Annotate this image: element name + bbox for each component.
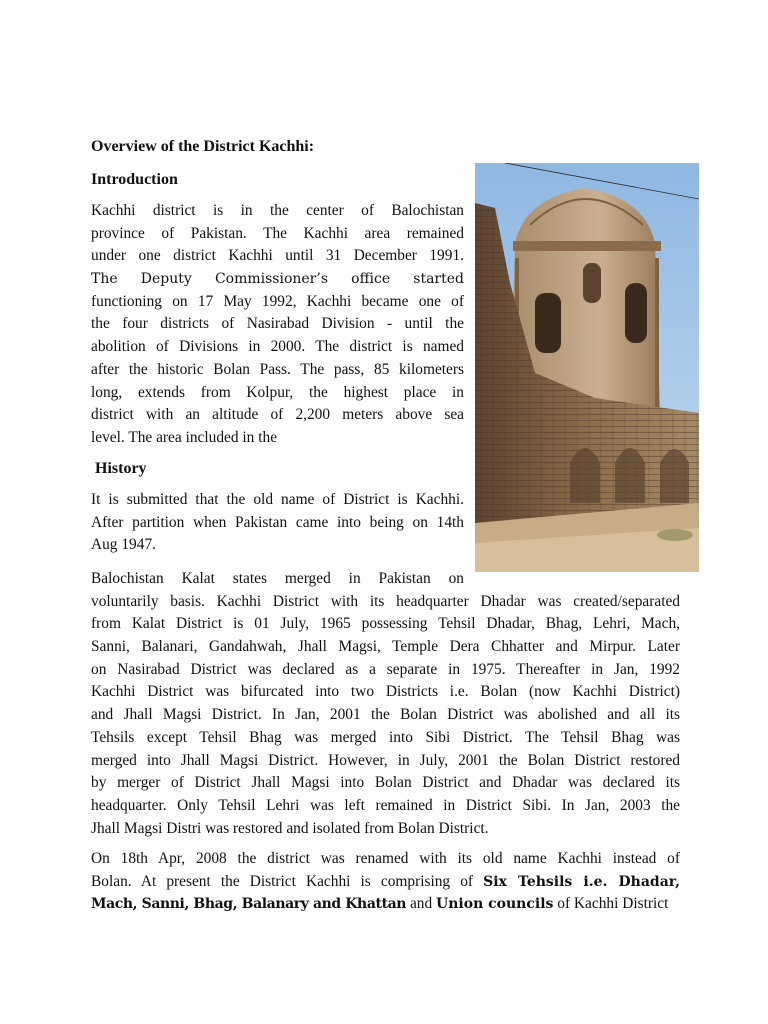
text-line: under one district Kachhi until 31 December 1991. xyxy=(91,247,464,265)
text-line: on Nasirabad District was declared as a separate in 1975. Thereafter in Jan, 1992 xyxy=(91,660,680,678)
history-paragraph-2 xyxy=(91,568,680,840)
text-line: Sanni, Balanari, Gandahwah, Jhall Magsi, Temple Dera Chhatter and Mirpur. Later xyxy=(91,638,680,656)
text-run: and xyxy=(409,895,433,913)
history-heading: History xyxy=(95,460,147,477)
text-run: of Kachhi District xyxy=(557,895,669,913)
text-line: functioning on 17 May 1992, Kachhi became one of xyxy=(91,292,464,310)
text-line: Kachhi District was bifurcated into two Districts i.e. Bolan (now Kachhi District) xyxy=(91,683,680,701)
text-line xyxy=(91,893,680,916)
text-line: merged into Jhall Magsi District. However, in July, 2001 the Bolan District restored xyxy=(91,751,680,769)
introduction-paragraph xyxy=(91,200,464,450)
text-run-bold: Mach, Sanni, Bhag, Balanary and Khattan xyxy=(91,896,407,913)
history-paragraph-1 xyxy=(91,489,464,557)
text-line: Jhall Magsi Distri was restored and isolated from Bolan District. xyxy=(91,819,489,837)
text-line: voluntarily basis. Kachhi District with its headquarter Dhadar was created/separated xyxy=(91,592,680,610)
text-line: abolition of Divisions in 2000. The district is named xyxy=(91,338,464,356)
text-line: district with an altitude of 2,200 meters above sea xyxy=(91,406,464,424)
text-line: after the historic Bolan Pass. The pass, 85 kilometers xyxy=(91,360,464,378)
text-line: headquarter. Only Tehsil Lehri was left remained in District Sibi. In Jan, 2003 the xyxy=(91,796,680,814)
text-line: the four districts of Nasirabad Division - until the xyxy=(91,315,464,333)
text-line: The Deputy Commissioner’s office started xyxy=(91,271,464,288)
text-line xyxy=(91,871,680,894)
text-line: Aug 1947. xyxy=(91,536,156,554)
historic-tomb-photo xyxy=(475,163,699,572)
page-title: Overview of the District Kachhi: xyxy=(91,138,315,155)
introduction-heading: Introduction xyxy=(91,171,178,188)
text-line: from Kalat District is 01 July, 1965 possessing Tehsil Dhadar, Bhag, Lehri, Mach, xyxy=(91,615,680,633)
history-paragraph-3 xyxy=(91,848,680,916)
text-line: by merger of District Jhall Magsi into Bolan District and Dhadar was declared its xyxy=(91,774,680,792)
text-line: long, extends from Kolpur, the highest place in xyxy=(91,383,464,401)
text-line: On 18th Apr, 2008 the district was renamed with its old name Kachhi instead of xyxy=(91,850,680,867)
text-line: and Jhall Magsi District. In Jan, 2001 the Bolan District was abolished and all its xyxy=(91,706,680,724)
text-line: Tehsils except Tehsil Bhag was merged into Sibi District. The Tehsil Bhag was xyxy=(91,728,680,746)
text-line: Balochistan Kalat states merged in Pakistan on xyxy=(91,570,464,587)
text-run-bold: Six Tehsils i.e. Dhadar, xyxy=(483,873,680,890)
text-run-bold: Union councils xyxy=(436,896,554,913)
text-line: province of Pakistan. The Kachhi area remained xyxy=(91,224,464,242)
text-run: Bolan. At present the District Kachhi is comprising of xyxy=(91,872,474,890)
text-line: level. The area included in the xyxy=(91,428,278,446)
text-line: Kachhi district is in the center of Balochistan xyxy=(91,202,464,219)
text-line: After partition when Pakistan came into being on 14th xyxy=(91,513,464,531)
text-line: It is submitted that the old name of District is Kachhi. xyxy=(91,491,464,508)
